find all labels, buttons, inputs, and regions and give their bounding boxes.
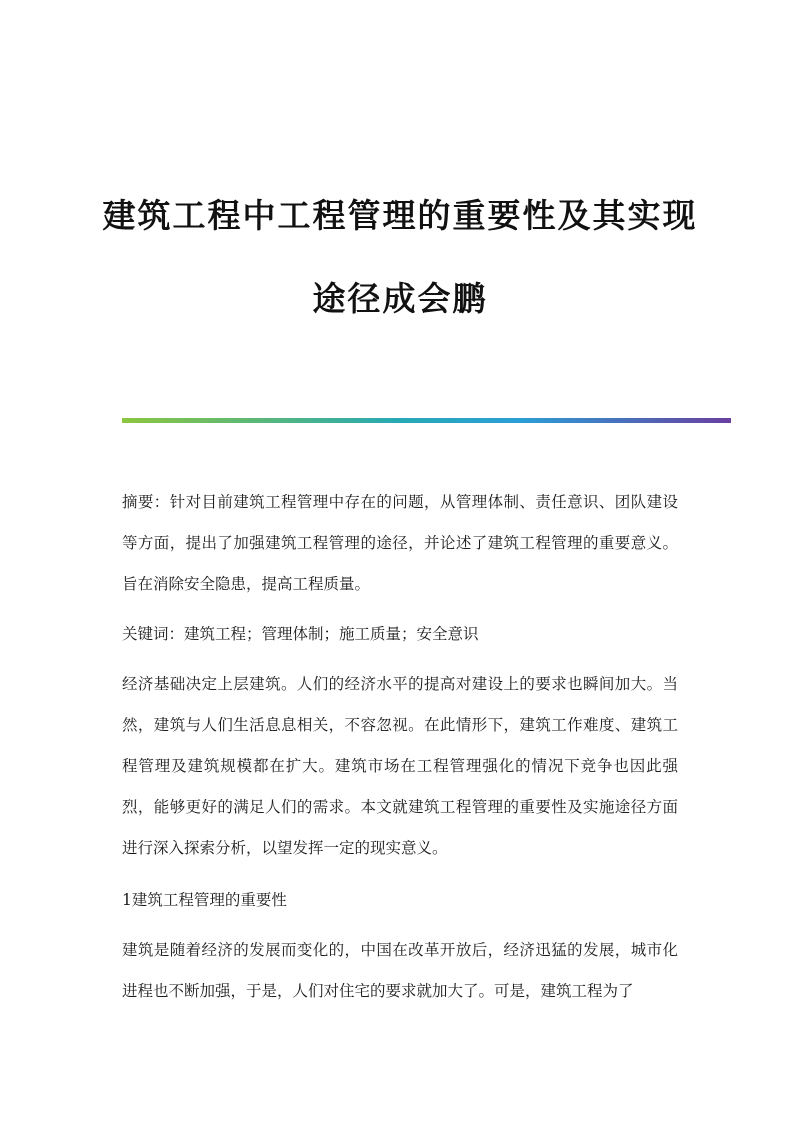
intro-paragraph: 经济基础决定上层建筑。人们的经济水平的提高对建设上的要求也瞬间加大。当然，建筑与人们生活息息相关，不容忽视。在此情形下，建筑工作难度、建筑工程管理及建筑规模都在扩大。建筑市场在工程管理强化的情况下竞争也因此强烈，能够更好的满足人们的需求。本文就建筑工程管理的重要性及实施途径方面进行深入探索分析，以望发挥一定的现实意义。	[122, 675, 678, 857]
abstract-paragraph: 摘要：针对目前建筑工程管理中存在的问题，从管理体制、责任意识、团队建设等方面，提出了加强建筑工程管理的途径，并论述了建筑工程管理的重要意义。旨在消除安全隐患，提高工程质量。	[122, 493, 678, 593]
gradient-divider	[122, 418, 731, 423]
document-title-line-1: 建筑工程中工程管理的重要性及其实现	[102, 196, 698, 235]
document-title-line-2: 途径成会鹏	[312, 279, 488, 318]
section-paragraph: 建筑是随着经济的发展而变化的，中国在改革开放后，经济迅猛的发展，城市化进程也不断加强，于是，人们对住宅的要求就加大了。可是，建筑工程为了	[122, 941, 678, 1000]
section-heading: 1建筑工程管理的重要性	[122, 891, 287, 909]
keywords-line: 关键词：建筑工程；管理体制；施工质量；安全意识	[122, 625, 479, 643]
